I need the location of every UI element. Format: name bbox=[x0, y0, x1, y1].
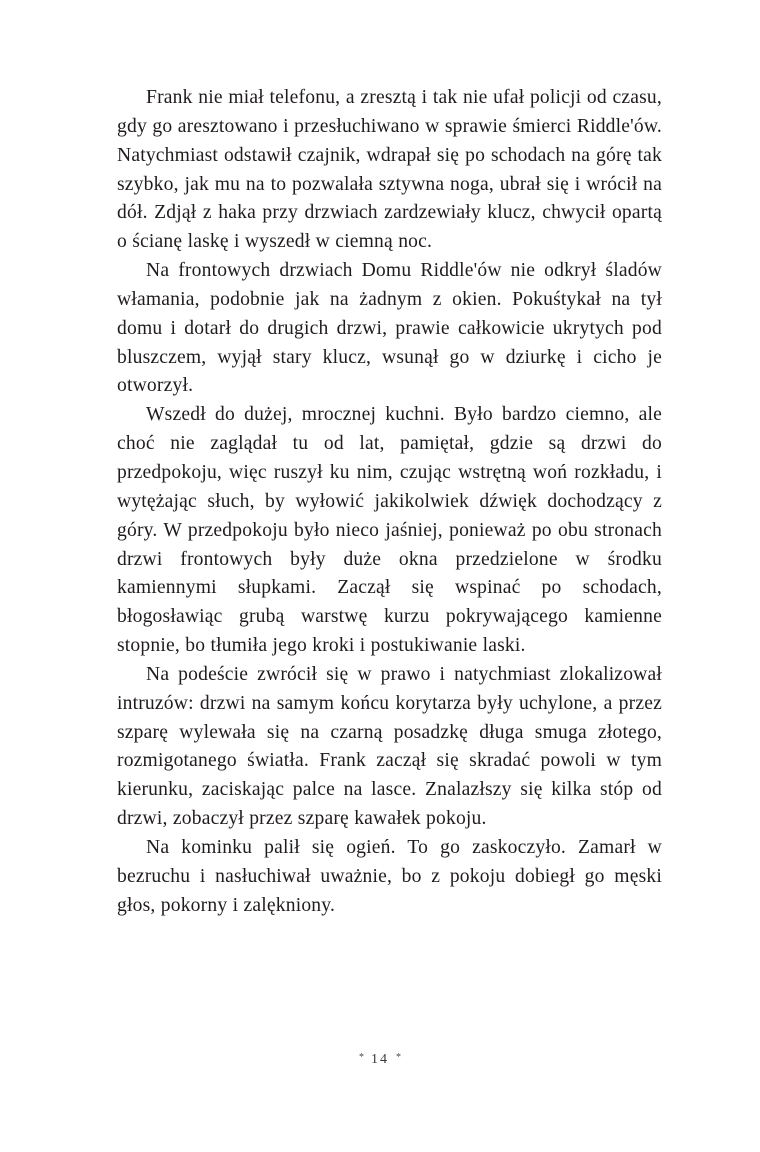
paragraph: Na kominku palił się ogień. To go zaskoczyło. Zamarł w bezruchu i nasłuchiwał uważnie, bo z pokoju dobiegł go męski głos, pokorny i zalękniony. bbox=[117, 836, 662, 916]
paragraph: Na podeście zwrócił się w prawo i natychmiast zlokalizował intruzów: drzwi na samym końcu korytarza były uchylone, a przez szparę wylewała się na czarną posadzkę długa smuga złotego, rozmigotanego światła. Frank zaczął się skradać powoli w tym kierunku, zaciskając palce na lasce. Znalazłszy się kilka stóp od drzwi, zobaczył przez szparę kawałek pokoju. bbox=[117, 663, 662, 830]
page-footer bbox=[0, 1052, 760, 1068]
ornament-right-icon: * bbox=[396, 1052, 401, 1063]
paragraph: Na frontowych drzwiach Domu Riddle'ów nie odkrył śladów włamania, podobnie jak na żadnym z okien. Pokuśtykał na tył domu i dotarł do drugich drzwi, prawie całkowicie ukrytych pod bluszczem, wyjął stary klucz, wsunął go w dziurkę i cicho je otworzył. bbox=[117, 260, 662, 397]
ornament-left-icon: * bbox=[359, 1052, 364, 1063]
paragraph: Frank nie miał telefonu, a zresztą i tak nie ufał policji od czasu, gdy go aresztowano i przesłuchiwano w sprawie śmierci Riddle'ów. Natychmiast odstawił czajnik, wdrapał się po schodach na górę tak szybko, jak mu na to pozwalała sztywna noga, ubrał się i wrócił na dół. Zdjął z haka przy drzwiach zardzewiały klucz, chwycił opartą o ścianę laskę i wyszedł w ciemną noc. bbox=[117, 87, 662, 253]
page-text-block bbox=[117, 84, 662, 920]
page-number: 14 bbox=[371, 1052, 389, 1067]
paragraph: Wszedł do dużej, mrocznej kuchni. Było bardzo ciemno, ale choć nie zaglądał tu od lat, pamiętał, gdzie są drzwi do przedpokoju, więc ruszył ku nim, czując wstrętną woń rozkładu, i wytężając słuch, by wyłowić jakikolwiek dźwięk dochodzący z góry. W przedpokoju było nieco jaśniej, ponieważ po obu stronach drzwi frontowych były duże okna przedzielone w środku kamiennymi słupkami. Zaczął się wspinać po schodach, błogosławiąc grubą warstwę kurzu pokrywającego kamienne stopnie, bo tłumiła jego kroki i postukiwanie laski. bbox=[117, 404, 662, 657]
